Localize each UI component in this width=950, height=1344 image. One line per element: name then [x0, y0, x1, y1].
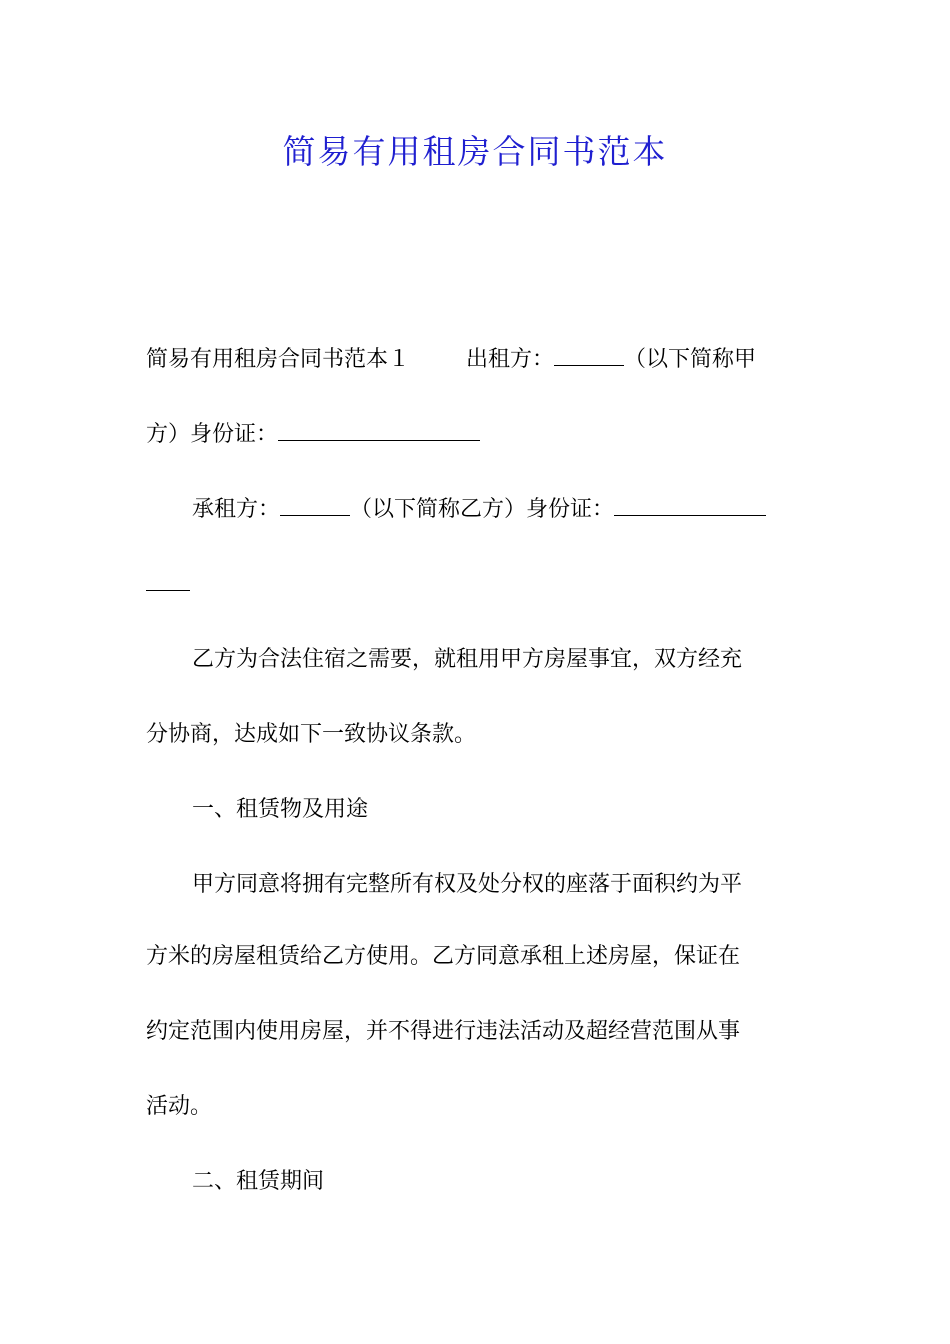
party-b-id-continuation: [146, 569, 806, 601]
party-a-id-blank: [278, 420, 480, 441]
section-1-heading: 一、租赁物及用途: [192, 797, 369, 822]
abbr-b-text: （以下简称乙方）身份证：: [350, 497, 615, 522]
purpose-line-1: 乙方为合法住宿之需要，就租用甲方房屋事宜，双方经充: [192, 647, 743, 672]
document-title: 简易有用租房合同书范本: [282, 132, 668, 171]
party-a-id-line: [146, 419, 806, 451]
party-b-line: [192, 494, 806, 526]
party-b-id-blank: [614, 495, 766, 516]
lessor-label: 出租方：: [466, 347, 555, 372]
lessor-name-blank: [554, 345, 624, 366]
lessee-name-blank: [280, 495, 350, 516]
abbr-a-text: （以下简称甲: [624, 347, 757, 372]
purpose-line-2: 分协商，达成如下一致协议条款。: [146, 722, 477, 747]
section-2-heading: 二、租赁期间: [192, 1169, 325, 1194]
section-1-line-2: 方米的房屋租赁给乙方使用。乙方同意承租上述房屋，保证在: [146, 944, 741, 969]
lessee-label: 承租方：: [192, 497, 281, 522]
party-b-id-blank-continued: [146, 570, 190, 591]
section-1-line-3: 约定范围内使用房屋，并不得进行违法活动及超经营范围从事: [146, 1019, 741, 1044]
section-1-line-4: 活动。: [146, 1094, 213, 1119]
party-a-line: [146, 344, 806, 376]
party-a-id-label: 方）身份证：: [146, 422, 279, 447]
contract-heading: 简易有用租房合同书范本１: [146, 347, 411, 372]
section-1-line-1: 甲方同意将拥有完整所有权及处分权的座落于面积约为平: [192, 872, 743, 897]
